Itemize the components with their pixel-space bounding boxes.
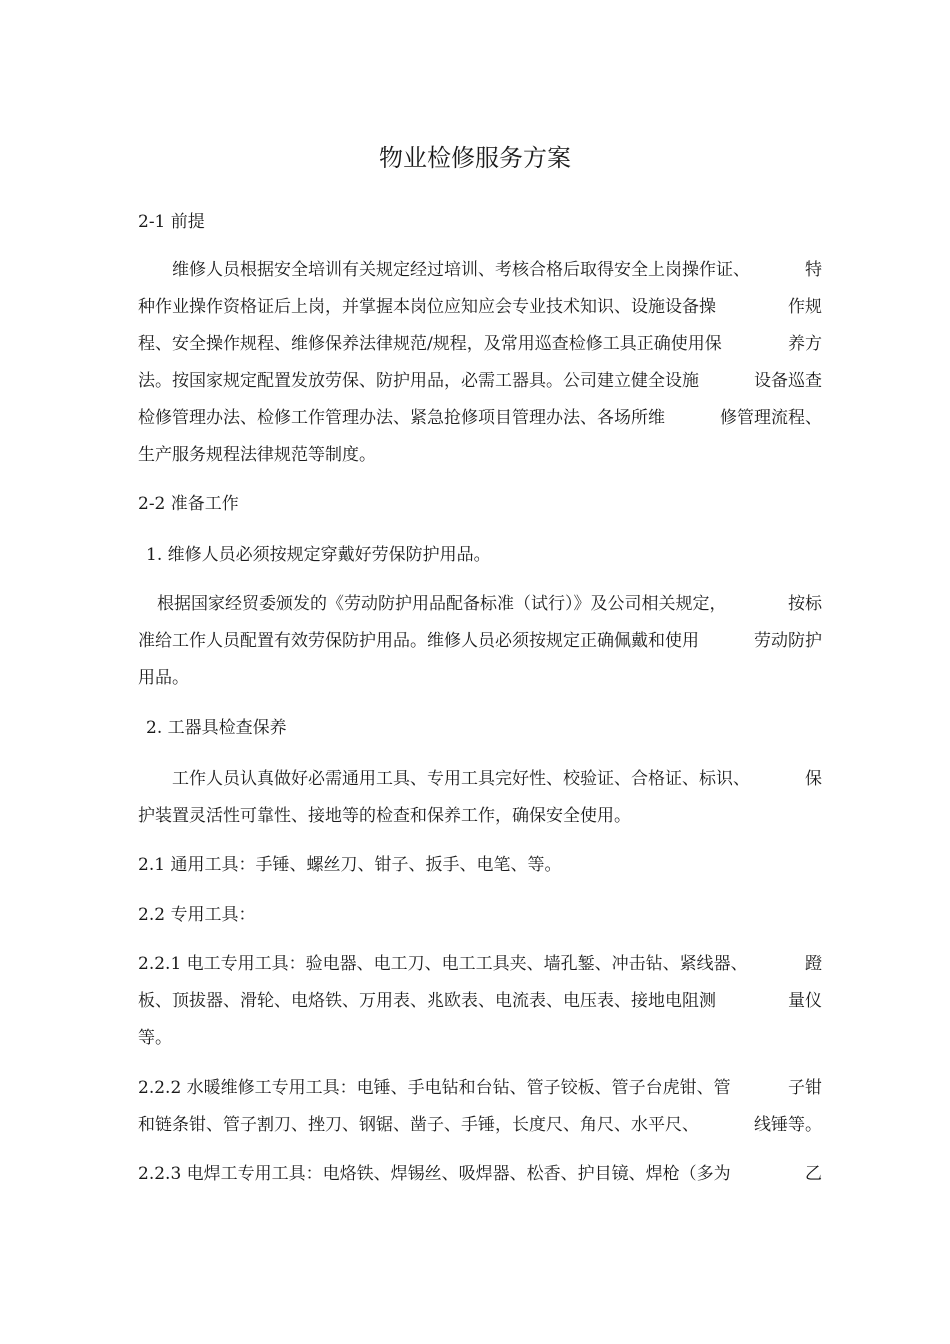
list-item-protective-gear: 1. 维修人员必须按规定穿戴好劳保防护用品。 <box>146 545 491 565</box>
paragraph-line: 用品。 <box>138 668 189 688</box>
section-general-tools: 2.1 通用工具：手锤、螺丝刀、钳子、扳手、电笔、等。 <box>138 855 562 875</box>
paragraph-line: 准给工作人员配置有效劳保防护用品。维修人员必须按规定正确佩戴和使用 劳动防护 <box>138 631 822 651</box>
section-heading-premise: 2-1 前提 <box>138 212 205 232</box>
paragraph-line: 2.2.1 电工专用工具：验电器、电工刀、电工工具夹、墙孔錾、冲击钻、紧线器、 蹬 <box>138 954 822 974</box>
paragraph-line: 护装置灵活性可靠性、接地等的检查和保养工作，确保安全使用。 <box>138 806 631 826</box>
paragraph-line: 板、顶拔器、滑轮、电烙铁、万用表、兆欧表、电流表、电压表、接地电阻测 量仪 <box>138 991 822 1011</box>
paragraph-line: 根据国家经贸委颁发的《劳动防护用品配备标准（试行）》及公司相关规定， 按标 <box>157 594 822 614</box>
section-special-tools: 2.2 专用工具： <box>138 905 256 925</box>
paragraph-line: 和链条钳、管子割刀、挫刀、钢锯、凿子、手锤，长度尺、角尺、水平尺、 线锤等。 <box>138 1115 822 1135</box>
paragraph-line: 检修管理办法、检修工作管理办法、紧急抢修项目管理办法、各场所维 修管理流程、 <box>138 408 822 428</box>
paragraph-line: 法。按国家规定配置发放劳保、防护用品，必需工器具。公司建立健全设施 设备巡查 <box>138 371 822 391</box>
paragraph-line: 维修人员根据安全培训有关规定经过培训、考核合格后取得安全上岗操作证、 特 <box>172 260 822 280</box>
paragraph-line: 程、安全操作规程、维修保养法律规范/规程，及常用巡查检修工具正确使用保 养方 <box>138 334 822 354</box>
paragraph-line: 2.2.2 水暖维修工专用工具：电锤、手电钻和台钻、管子铰板、管子台虎钳、管 子钳 <box>138 1078 822 1098</box>
page-title: 物业检修服务方案 <box>379 144 571 172</box>
paragraph-line: 种作业操作资格证后上岗，并掌握本岗位应知应会专业技术知识、设施设备操 作规 <box>138 297 822 317</box>
paragraph-line: 等。 <box>138 1028 172 1048</box>
paragraph-line: 生产服务规程法律规范等制度。 <box>138 445 376 465</box>
list-item-tool-inspection: 2. 工器具检查保养 <box>146 718 287 738</box>
paragraph-line: 工作人员认真做好必需通用工具、专用工具完好性、校验证、合格证、标识、 保 <box>172 769 822 789</box>
section-heading-preparation: 2-2 准备工作 <box>138 494 239 514</box>
paragraph-line: 2.2.3 电焊工专用工具：电烙铁、焊锡丝、吸焊器、松香、护目镜、焊枪（多为 乙 <box>138 1164 822 1184</box>
